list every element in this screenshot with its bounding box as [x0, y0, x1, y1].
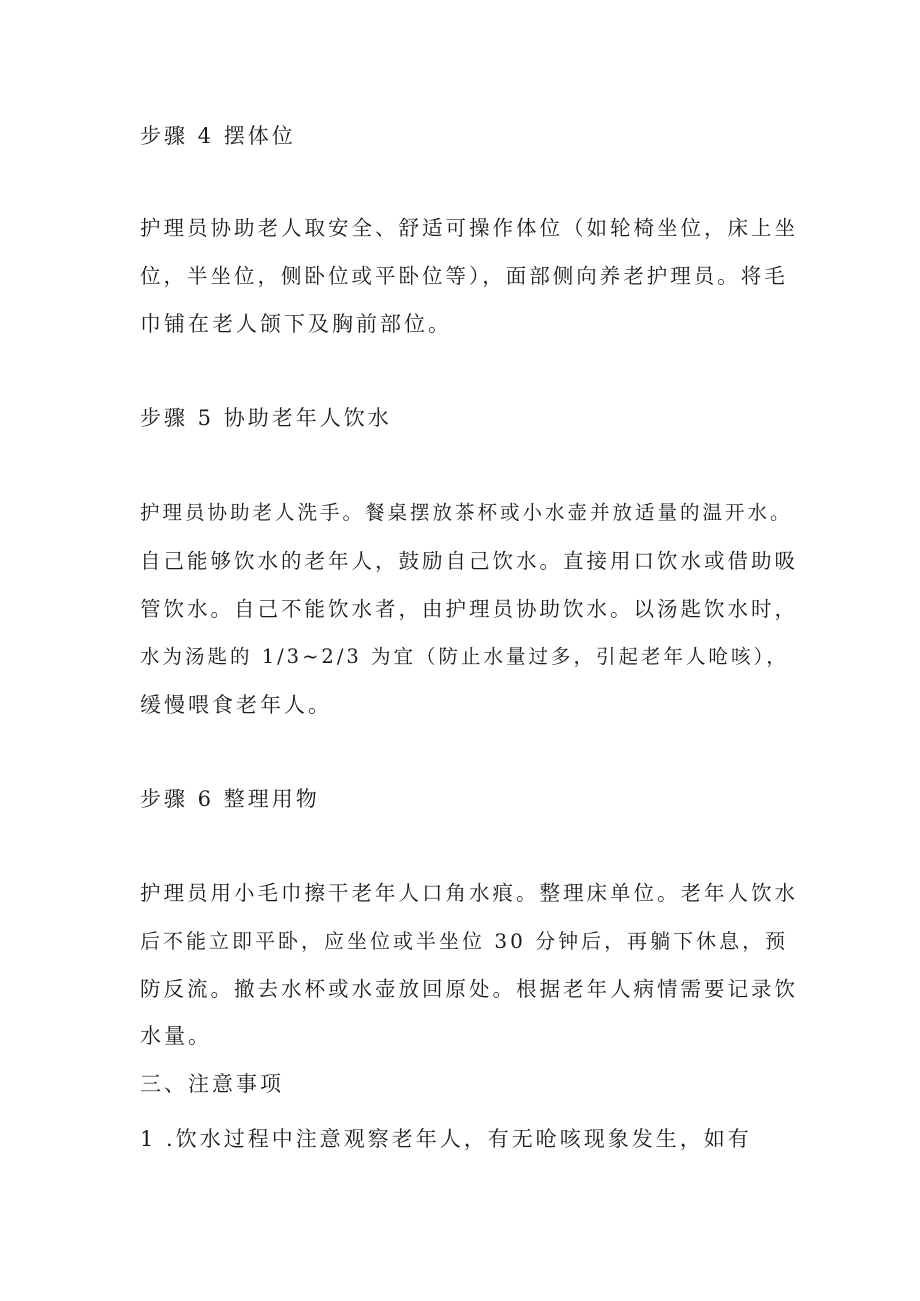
- step5-line-5: 缓慢喂食老年人。: [140, 693, 332, 717]
- step6-heading: 步骤 6 整理用物: [140, 787, 320, 811]
- step5-line-1: 护理员协助老人洗手。餐桌摆放茶杯或小水壶并放适量的温开水。: [140, 501, 793, 524]
- step5-line-4: 水为汤匙的 1/3~2/3 为宜（防止水量过多，引起老年人呛咳），: [140, 645, 789, 668]
- step5-heading: 步骤 5 协助老年人饮水: [140, 406, 392, 430]
- step6-line-1: 护理员用小毛巾擦干老年人口角水痕。整理床单位。老年人饮水: [140, 881, 798, 905]
- section3-item-1: 1 .饮水过程中注意观察老年人，有无呛咳现象发生，如有: [140, 1127, 752, 1151]
- step6-line-3: 防反流。撤去水杯或水壶放回原处。根据老年人病情需要记录饮: [140, 977, 798, 1001]
- section3-heading: 三、注意事项: [140, 1072, 284, 1096]
- step5-line-3: 管饮水。自己不能饮水者，由护理员协助饮水。以汤匙饮水时，: [140, 597, 798, 621]
- step4-line-2: 位，半坐位，侧卧位或平卧位等），面部侧向养老护理员。将毛: [140, 264, 788, 288]
- step4-line-3: 巾铺在老人颌下及胸前部位。: [140, 312, 452, 336]
- step4-heading: 步骤 4 摆体位: [140, 124, 296, 148]
- step5-line-2: 自己能够饮水的老年人，鼓励自己饮水。直接用口饮水或借助吸: [140, 549, 798, 573]
- step6-line-2: 后不能立即平卧，应坐位或半坐位 30 分钟后，再躺下休息，预: [140, 929, 789, 953]
- step4-line-1: 护理员协助老人取安全、舒适可操作体位（如轮椅坐位，床上坐: [140, 216, 798, 240]
- step6-line-4: 水量。: [140, 1024, 212, 1048]
